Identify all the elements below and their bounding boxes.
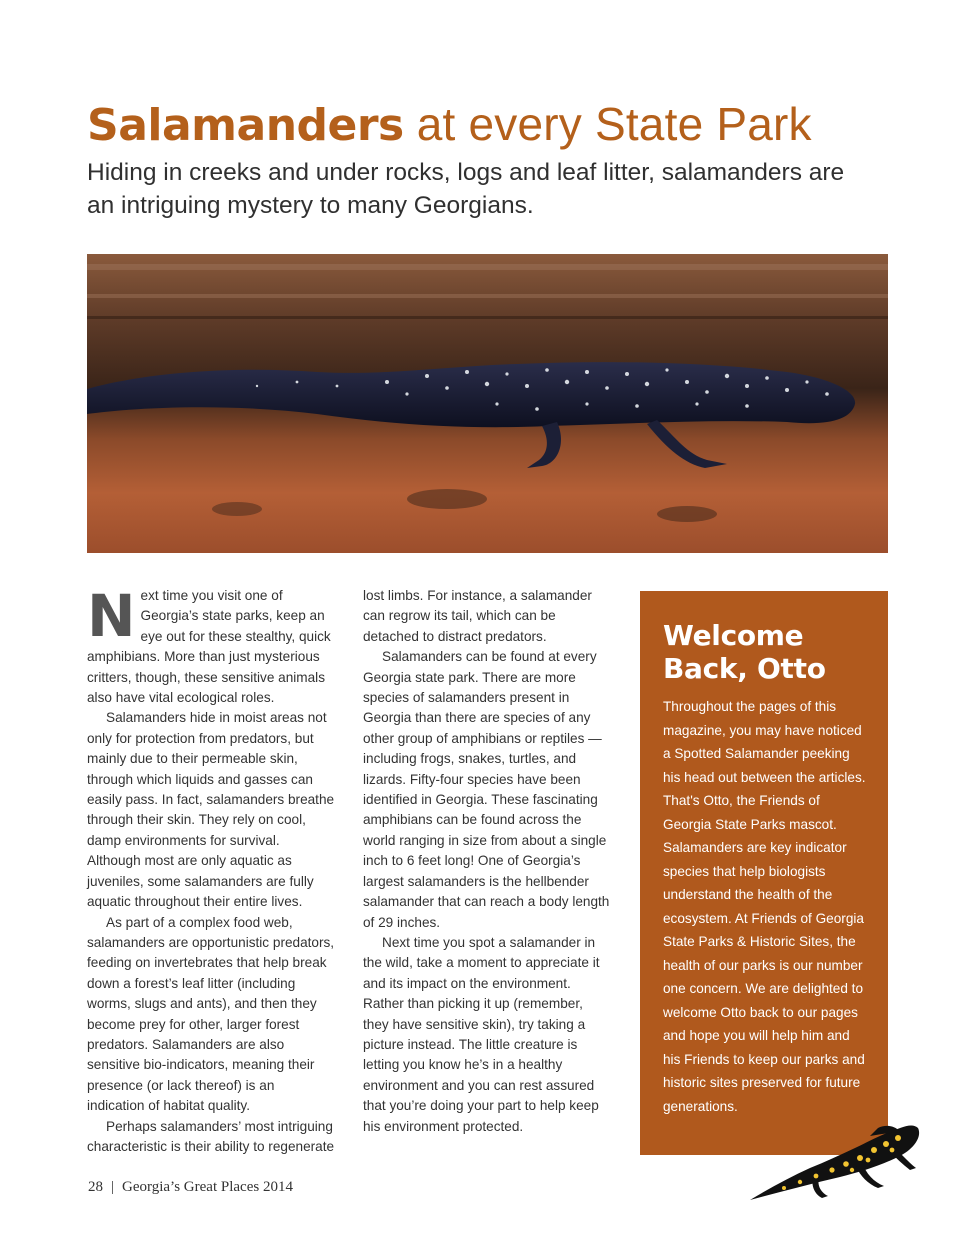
title-bold: Salamanders [87,100,404,151]
paragraph [87,582,335,708]
sidebar-box [640,591,888,1155]
sidebar-heading: Welcome Back, Otto [663,619,826,685]
paragraph: Perhaps salamanders’ most intriguing characteristic is their ability to regenerate [87,1118,335,1154]
paragraph-text: ext time you visit one of Georgia’s state parks, keep an eye out for these stealthy, quick amphibians. More than just mysterious critters, though, these sensitive animals also have vital ecological roles. [87,588,331,706]
article-column-2 [363,586,611,1137]
paragraph: Salamanders hide in moist areas not only for protection from predators, but mainly due to their permeable skin, through which liquids and gasses can easily pass. In fact, salamanders breathe through their skin. They rely on cool, damp environments for survival. Although most are only aquatic as juveniles, some salamanders are fully aquatic throughout their entire lives. [87,710,335,910]
salamander-photo [87,254,888,553]
paragraph: As part of a complex food web, salamanders are opportunistic predators, feeding on invertebrates that help break down a forest’s leaf litter (including worms, slugs and ants), and then they become prey for other, larger forest predators. Salamanders are also sensitive bio-indicators, meaning their presence (or lack thereof) is an indication of habitat quality. [87,914,335,1114]
paragraph: lost limbs. For instance, a salamander can regrow its tail, which can be detached to distract predators. [363,588,592,644]
page-title [87,96,812,154]
title-rest: at every State Park [403,98,812,150]
article-column-1 [87,582,335,1157]
footer-separator: | [111,1179,115,1195]
sidebar-body: Throughout the pages of this magazine, you may have noticed a Spotted Salamander peeking his head out between the articles. That's Otto, the Friends of Georgia State Parks mascot. Salamanders are key indicator species that help biologists understand the health of the ecosystem. At Friends of Georgia State Parks & Historic Sites, the health of our parks is our number one concern. We are delighted to welcome Otto back to our pages and hope you will help him and his Friends to keep our parks and historic sites preserved for future generations. [663,699,866,1114]
page-number: 28 [88,1179,103,1195]
page-footer [88,1179,293,1196]
subtitle: Hiding in creeks and under rocks, logs and leaf litter, salamanders are an intriguing mystery to many Georgians. [87,159,845,219]
drop-cap: N [87,582,136,650]
paragraph: Next time you spot a salamander in the wild, take a moment to appreciate it and its impact on the environment. Rather than picking it up (remember, they have sensitive skin), try taking a picture instead. The little creature is letting you know he’s in a healthy environment and you can rest assured that you’re doing your part to help keep his environment protected. [363,934,600,1134]
paragraph: Salamanders can be found at every Georgia state park. There are more species of salamanders present in Georgia than there are species of any other group of amphibians or reptiles — including frogs, snakes, turtles, and lizards. Fifty-four species have been identified in Georgia. These fascinating amphibians can be found across the world ranging in size from about a single inch to 6 feet long! One of Georgia’s largest salamanders is the hellbender salamander that can reach a body length of 29 inches. [363,649,610,930]
salamander-mascot-illustration [750,1122,935,1207]
publication-name: Georgia’s Great Places 2014 [122,1179,293,1195]
salamander-photo-illustration [87,254,888,553]
salamander-mascot-icon [750,1122,935,1212]
